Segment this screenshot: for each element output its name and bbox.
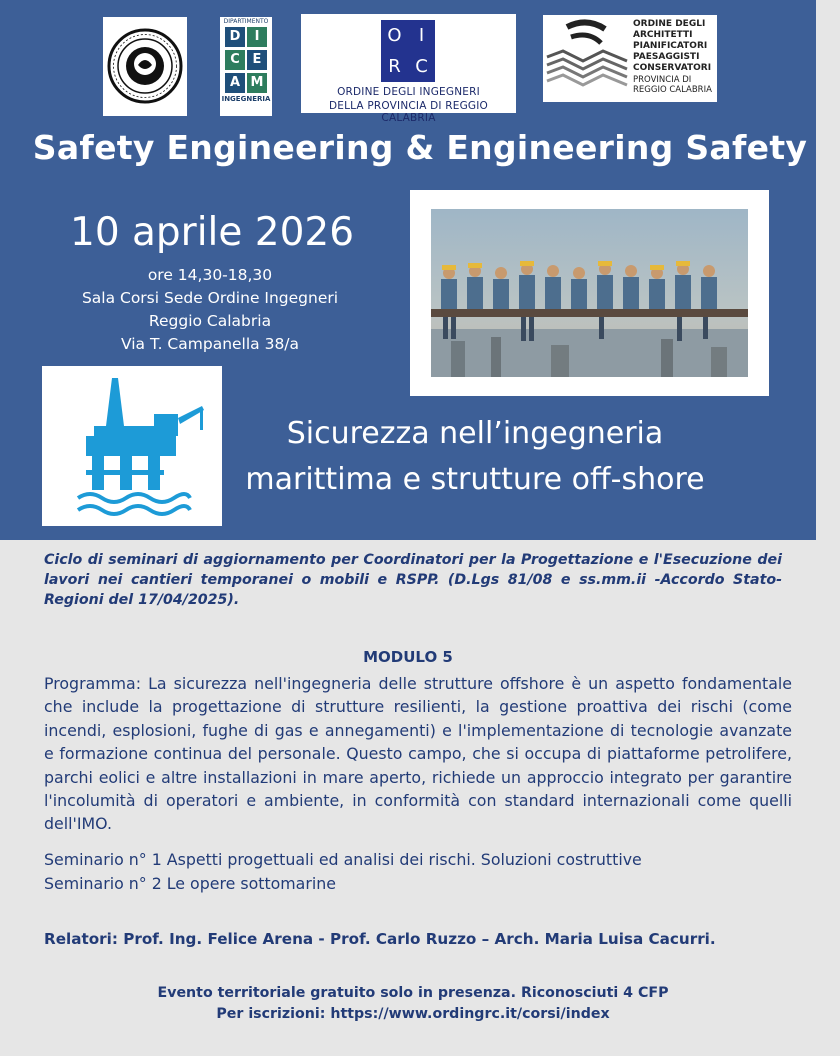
page-title: Safety Engineering & Engineering Safety: [32, 128, 808, 167]
event-subtitle-line1: Sicurezza nell’ingegneria: [286, 416, 664, 451]
diceam-letter: C: [225, 50, 245, 70]
oirc-logo: [301, 14, 516, 124]
oirc-line2: DELLA PROVINCIA DI REGGIO CALABRIA: [328, 100, 489, 124]
architetti-sub-line: PROVINCIA DI: [633, 75, 692, 85]
oirc-letter-grid: [381, 20, 435, 82]
photo-frame: [410, 190, 769, 396]
architetti-line: ORDINE DEGLI: [633, 19, 706, 29]
registration-link[interactable]: Per iscrizioni: https://www.ordingrc.it/corsi/index: [216, 1006, 610, 1022]
event-city: Reggio Calabria: [148, 312, 272, 330]
oirc-line1: ORDINE DEGLI INGEGNERI: [337, 86, 480, 98]
seminar-intro: Ciclo di seminari di aggiornamento per Coordinatori per la Progettazione e l'Esecuzione dei lavori nei cantieri temporanei o mobili e RSPP. (D.Lgs 81/08 e ss.mm.ii -Accordo Stato-Regioni del 17/04/2025).: [44, 552, 782, 608]
diceam-letter: A: [225, 73, 245, 93]
architetti-line: CONSERVATORI: [633, 63, 712, 73]
oirc-letter: O: [387, 25, 402, 46]
architetti-province: [633, 75, 712, 95]
architetti-name: [633, 19, 711, 74]
event-subtitle-line2: marittima e strutture off-shore: [245, 462, 705, 497]
diceam-letter: E: [247, 50, 267, 70]
offshore-oil-rig-icon: [42, 366, 222, 526]
oirc-letter: C: [415, 56, 428, 77]
program-description: Programma: La sicurezza nell'ingegneria delle strutture offshore è un aspetto fondamentale che include la progettazione di strutture resilienti, la gestione proattiva dei rischi (come incendi, esplosioni, fughe di gas e annegamenti) e l'implementazione di tecnologie avanzate e formazione continua del personale. Questo campo, che si occupa di piattaforme petrolifere, parchi eolici e altre installazioni in mare aperto, richiede un approccio integrato per garantire l'incolumità di operatori e ambiente, in conformità con standard internazionali come quelli dell'IMO.: [44, 674, 792, 834]
diceam-name: INGEGNERIA: [221, 95, 271, 103]
architetti-sub-line: REGGIO CALABRIA: [633, 85, 712, 95]
architetti-line: PIANIFICATORI: [633, 41, 708, 51]
university-seal-logo: [103, 17, 187, 116]
diceam-letter: D: [225, 27, 245, 47]
seminar-1: Seminario n° 1 Aspetti progettuali ed analisi dei rischi. Soluzioni costruttive: [44, 850, 642, 869]
diceam-letter: M: [247, 73, 267, 93]
diceam-letter: I: [247, 27, 267, 47]
architetti-line: ARCHITETTI: [633, 30, 693, 40]
architetti-emblem-icon: [543, 15, 631, 102]
rig-image-frame: [42, 366, 222, 526]
diceam-dipartimento-label: DIPARTIMENTO: [223, 18, 269, 25]
diceam-logo: [220, 17, 272, 116]
oirc-letter: R: [388, 56, 401, 77]
diceam-letter-grid: [224, 25, 268, 94]
event-venue: Sala Corsi Sede Ordine Ingegneri: [81, 289, 339, 307]
oirc-letter: I: [418, 25, 425, 46]
module-heading: MODULO 5: [363, 648, 453, 666]
architetti-logo: [543, 15, 717, 102]
speakers: Relatori: Prof. Ing. Felice Arena - Prof. Carlo Ruzzo – Arch. Maria Luisa Cacurri.: [44, 930, 716, 948]
architetti-line: PAESAGGISTI: [633, 52, 700, 62]
event-address: Via T. Campanella 38/a: [120, 335, 300, 353]
header-panel: [0, 0, 816, 540]
workers-lunch-on-beam-photo: [431, 209, 748, 377]
seminar-2: Seminario n° 2 Le opere sottomarine: [44, 874, 336, 893]
event-time: ore 14,30-18,30: [147, 266, 273, 284]
event-footer-credits: Evento territoriale gratuito solo in presenza. Riconosciuti 4 CFP: [157, 985, 669, 1001]
event-date: 10 aprile 2026: [70, 210, 355, 255]
